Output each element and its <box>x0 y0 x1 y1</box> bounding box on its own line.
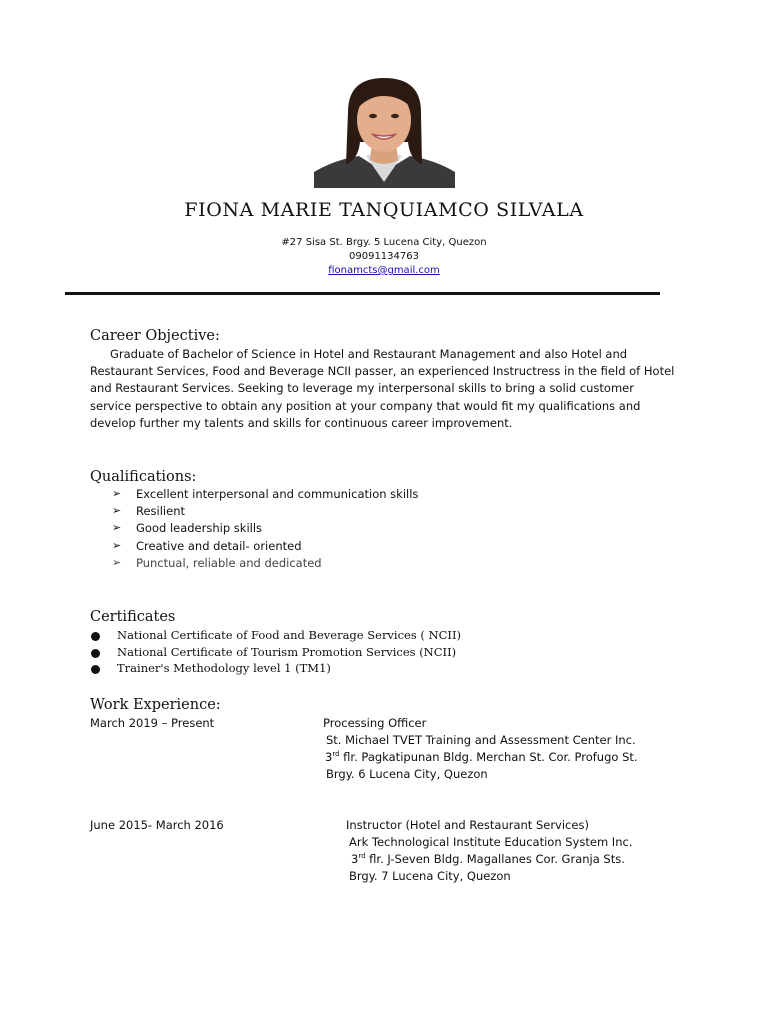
floor-number: 3 <box>325 750 333 764</box>
round-bullet-icon <box>91 632 100 641</box>
qualification-text: Good leadership skills <box>136 521 263 536</box>
qualification-item <box>112 487 418 504</box>
arrow-bullet-icon: ➢ <box>112 555 122 569</box>
job-title: Processing Officer <box>323 716 427 730</box>
email-line <box>0 265 768 276</box>
certificate-text: Trainer's Methodology level 1 (TM1) <box>117 661 331 676</box>
arrow-bullet-icon: ➢ <box>112 487 122 500</box>
job-address-line1 <box>351 852 625 866</box>
certificates-list <box>90 628 461 678</box>
qualification-item <box>112 504 418 521</box>
candidate-name: FIONA MARIE TANQUIAMCO SILVALA <box>184 199 584 221</box>
profile-photo-image <box>314 72 455 188</box>
job-company: Ark Technological Institute Education System Inc. <box>349 835 633 849</box>
email-link[interactable]: fionamcts@gmail.com <box>328 265 440 276</box>
address-text: flr. J-Seven Bldg. Magallanes Cor. Granja Sts. <box>365 852 625 866</box>
job-period: March 2019 – Present <box>90 716 215 730</box>
certificate-item <box>90 628 461 645</box>
job-period: June 2015- March 2016 <box>90 818 224 832</box>
qualification-text: Punctual, reliable and dedicated <box>136 555 322 570</box>
qualifications-list <box>112 487 418 573</box>
career-objective-paragraph: Graduate of Bachelor of Science in Hotel and Restaurant Management and also Hotel and Restaurant Services, Food and Beverage NCII passer, an experienced Instructress in the field of Hotel and Restaurant Services. Seeking to leverage my interpersonal skills to bring a solid customer service perspective to obtain any position at your company that would fit my qualifications and develop further my talents and skills for continuous career improvement. <box>90 347 675 430</box>
header-divider <box>65 292 660 295</box>
certificates-heading: Certificates <box>90 609 176 625</box>
certificate-item <box>90 645 461 662</box>
round-bullet-icon <box>91 649 100 658</box>
floor-suffix: rd <box>332 750 340 759</box>
address: #27 Sisa St. Brgy. 5 Lucena City, Quezon <box>281 237 487 248</box>
arrow-bullet-icon: ➢ <box>112 504 122 518</box>
job-address-line2: Brgy. 6 Lucena City, Quezon <box>326 767 488 781</box>
career-objective-text <box>90 346 675 432</box>
phone-number: 09091134763 <box>349 251 419 262</box>
floor-number: 3 <box>351 852 359 866</box>
career-objective-heading: Career Objective: <box>90 328 220 344</box>
qualification-text: Creative and detail- oriented <box>136 538 302 553</box>
arrow-bullet-icon: ➢ <box>112 521 122 535</box>
qualification-item <box>112 556 418 573</box>
certificate-text: National Certificate of Tourism Promotion Services (NCII) <box>117 644 457 659</box>
qualification-text: Excellent interpersonal and communication skills <box>136 487 419 501</box>
qualification-text: Resilient <box>136 504 185 519</box>
round-bullet-icon <box>91 665 100 674</box>
job-address-line2: Brgy. 7 Lucena City, Quezon <box>349 869 511 883</box>
arrow-bullet-icon: ➢ <box>112 538 122 552</box>
qualification-item <box>112 539 418 556</box>
job-address-line1 <box>325 750 638 764</box>
floor-suffix: rd <box>358 852 366 861</box>
work-experience-heading: Work Experience: <box>90 697 221 713</box>
qualifications-heading: Qualifications: <box>90 469 197 485</box>
profile-photo <box>314 72 455 188</box>
qualification-item <box>112 521 418 538</box>
job-title: Instructor (Hotel and Restaurant Services) <box>346 818 589 832</box>
address-text: flr. Pagkatipunan Bldg. Merchan St. Cor. Profugo St. <box>339 750 638 764</box>
certificate-text: National Certificate of Food and Beverage Services ( NCII) <box>117 628 461 642</box>
job-company: St. Michael TVET Training and Assessment Center Inc. <box>326 733 636 747</box>
certificate-item <box>90 661 461 678</box>
